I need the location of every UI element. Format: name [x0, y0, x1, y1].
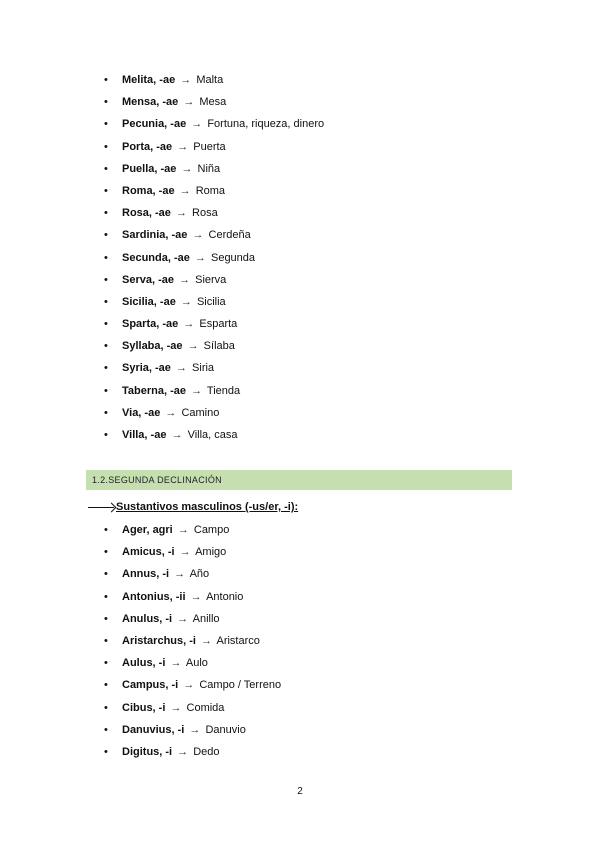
bullet-icon: • [104, 590, 108, 603]
spanish-translation: Rosa [192, 207, 218, 220]
section-heading-bar [86, 470, 512, 490]
list-item [0, 741, 600, 763]
spanish-translation: Siria [192, 362, 215, 375]
arrow-icon: → [183, 318, 195, 331]
bullet-icon: • [104, 657, 108, 670]
arrow-icon: → [177, 140, 189, 153]
list-item [0, 608, 600, 630]
bullet-icon: • [104, 362, 108, 375]
latin-term: Syllaba, -ae [122, 340, 183, 353]
latin-term: Secunda, -ae [122, 251, 190, 264]
spanish-translation: Año [189, 568, 210, 581]
bullet-icon: • [104, 612, 108, 625]
spanish-translation: Villa, casa [187, 429, 238, 441]
spanish-translation: Comida [186, 701, 225, 714]
latin-term: Melita, -ae [122, 74, 176, 86]
latin-term: Aristarchus, -i [122, 634, 196, 647]
latin-term: Via, -ae [122, 406, 161, 419]
spanish-translation: Tienda [206, 384, 241, 397]
arrow-icon: → [189, 723, 201, 736]
spanish-translation: Antonio [206, 590, 244, 603]
list-item [0, 424, 600, 446]
list-item [0, 335, 600, 357]
arrow-icon: → [201, 634, 213, 647]
bullet-icon: • [104, 207, 108, 220]
bullet-icon: • [104, 251, 108, 264]
arrow-icon: → [191, 118, 203, 131]
spanish-translation: Campo / Terreno [199, 679, 282, 692]
arrow-icon: → [165, 406, 177, 419]
spanish-translation: Niña [197, 162, 221, 175]
latin-term: Syria, -ae [122, 362, 171, 375]
spanish-translation: Puerta [193, 140, 226, 153]
latin-term: Digitus, -i [122, 745, 173, 758]
arrow-icon: → [174, 568, 186, 581]
bullet-icon: • [104, 701, 108, 714]
latin-term: Puella, -ae [122, 162, 177, 175]
latin-term: Pecunia, -ae [122, 118, 187, 131]
bullet-icon: • [104, 679, 108, 692]
spanish-translation: Sílaba [203, 340, 235, 353]
list-item [0, 563, 600, 585]
latin-term: Antonius, -ii [122, 590, 186, 603]
bullet-icon: • [104, 184, 108, 197]
vocab-list-second-declension [0, 519, 600, 763]
spanish-translation: Fortuna, riqueza, dinero [207, 118, 325, 131]
latin-term: Villa, -ae [122, 429, 167, 441]
list-item [0, 357, 600, 379]
list-item [0, 158, 600, 180]
bullet-icon: • [104, 318, 108, 331]
spanish-translation: Dedo [193, 745, 220, 758]
bullet-icon: • [104, 546, 108, 559]
latin-term: Cibus, -i [122, 701, 166, 714]
list-item [0, 719, 600, 741]
spanish-translation: Segunda [210, 251, 256, 264]
arrow-icon: → [190, 590, 202, 603]
arrow-icon: → [171, 429, 183, 441]
spanish-translation: Campo [193, 524, 230, 536]
vocab-list-first-declension [0, 69, 600, 446]
bullet-icon: • [104, 406, 108, 419]
bullet-icon: • [104, 340, 108, 353]
subheading-text: Sustantivos masculinos (-us/er, -i): [116, 501, 299, 513]
bullet-icon: • [104, 295, 108, 308]
arrow-icon: → [179, 546, 191, 559]
spanish-translation: Malta [196, 74, 224, 86]
arrow-icon: → [194, 251, 206, 264]
latin-term: Amicus, -i [122, 546, 175, 559]
arrow-right-icon [88, 507, 114, 508]
bullet-icon: • [104, 384, 108, 397]
arrow-icon: → [183, 96, 195, 109]
list-item [0, 519, 600, 541]
bullet-icon: • [104, 723, 108, 736]
arrow-icon: → [187, 340, 199, 353]
spanish-translation: Cerdeña [208, 229, 251, 242]
latin-term: Campus, -i [122, 679, 179, 692]
list-item [0, 247, 600, 269]
latin-term: Roma, -ae [122, 184, 175, 197]
arrow-icon: → [180, 295, 192, 308]
list-item [0, 402, 600, 424]
latin-term: Rosa, -ae [122, 207, 171, 220]
bullet-icon: • [104, 568, 108, 581]
arrow-icon: → [191, 384, 203, 397]
spanish-translation: Sicilia [196, 295, 226, 308]
arrow-icon: → [192, 229, 204, 242]
latin-term: Danuvius, -i [122, 723, 185, 736]
arrow-icon: → [179, 184, 191, 197]
section-heading: 1.2.SEGUNDA DECLINACIÓN [92, 475, 222, 485]
latin-term: Anulus, -i [122, 612, 173, 625]
spanish-translation: Danuvio [205, 723, 246, 736]
bullet-icon: • [104, 634, 108, 647]
page-number: 2 [297, 786, 303, 797]
list-item [0, 630, 600, 652]
list-item [0, 180, 600, 202]
latin-term: Sardinia, -ae [122, 229, 188, 242]
latin-term: Annus, -i [122, 568, 170, 581]
arrow-icon: → [177, 745, 189, 758]
latin-term: Sicilia, -ae [122, 295, 176, 308]
list-item [0, 652, 600, 674]
bullet-icon: • [104, 96, 108, 109]
list-item [0, 380, 600, 402]
bullet-icon: • [104, 273, 108, 286]
latin-term: Mensa, -ae [122, 96, 179, 109]
spanish-translation: Esparta [199, 318, 238, 331]
list-item [0, 586, 600, 608]
latin-term: Sparta, -ae [122, 318, 179, 331]
latin-term: Taberna, -ae [122, 384, 186, 397]
list-item [0, 202, 600, 224]
list-item [0, 313, 600, 335]
spanish-translation: Roma [195, 184, 226, 197]
bullet-icon: • [104, 162, 108, 175]
latin-term: Serva, -ae [122, 273, 174, 286]
spanish-translation: Aulo [185, 657, 208, 670]
bullet-icon: • [104, 524, 108, 536]
list-item [0, 541, 600, 563]
latin-term: Aulus, -i [122, 657, 166, 670]
bullet-icon: • [104, 140, 108, 153]
arrow-icon: → [177, 612, 189, 625]
arrow-icon: → [175, 207, 187, 220]
spanish-translation: Amigo [195, 546, 227, 559]
bullet-icon: • [104, 74, 108, 86]
list-item [0, 224, 600, 246]
subheading [88, 498, 298, 516]
arrow-icon: → [177, 524, 189, 536]
arrow-icon: → [181, 162, 193, 175]
list-item [0, 269, 600, 291]
bullet-icon: • [104, 118, 108, 131]
spanish-translation: Aristarco [216, 634, 260, 647]
list-item [0, 674, 600, 696]
arrow-icon: → [170, 657, 182, 670]
list-item [0, 113, 600, 135]
spanish-translation: Anillo [192, 612, 220, 625]
arrow-icon: → [179, 273, 191, 286]
latin-term: Ager, agri [122, 524, 173, 536]
bullet-icon: • [104, 429, 108, 441]
list-item [0, 69, 600, 91]
spanish-translation: Sierva [195, 273, 227, 286]
bullet-icon: • [104, 745, 108, 758]
arrow-icon: → [175, 362, 187, 375]
list-item [0, 136, 600, 158]
latin-term: Porta, -ae [122, 140, 173, 153]
bullet-icon: • [104, 229, 108, 242]
arrow-icon: → [180, 74, 192, 86]
list-item [0, 291, 600, 313]
spanish-translation: Camino [181, 406, 220, 419]
spanish-translation: Mesa [199, 96, 227, 109]
arrow-icon: → [183, 679, 195, 692]
list-item [0, 697, 600, 719]
list-item [0, 91, 600, 113]
arrow-icon: → [170, 701, 182, 714]
